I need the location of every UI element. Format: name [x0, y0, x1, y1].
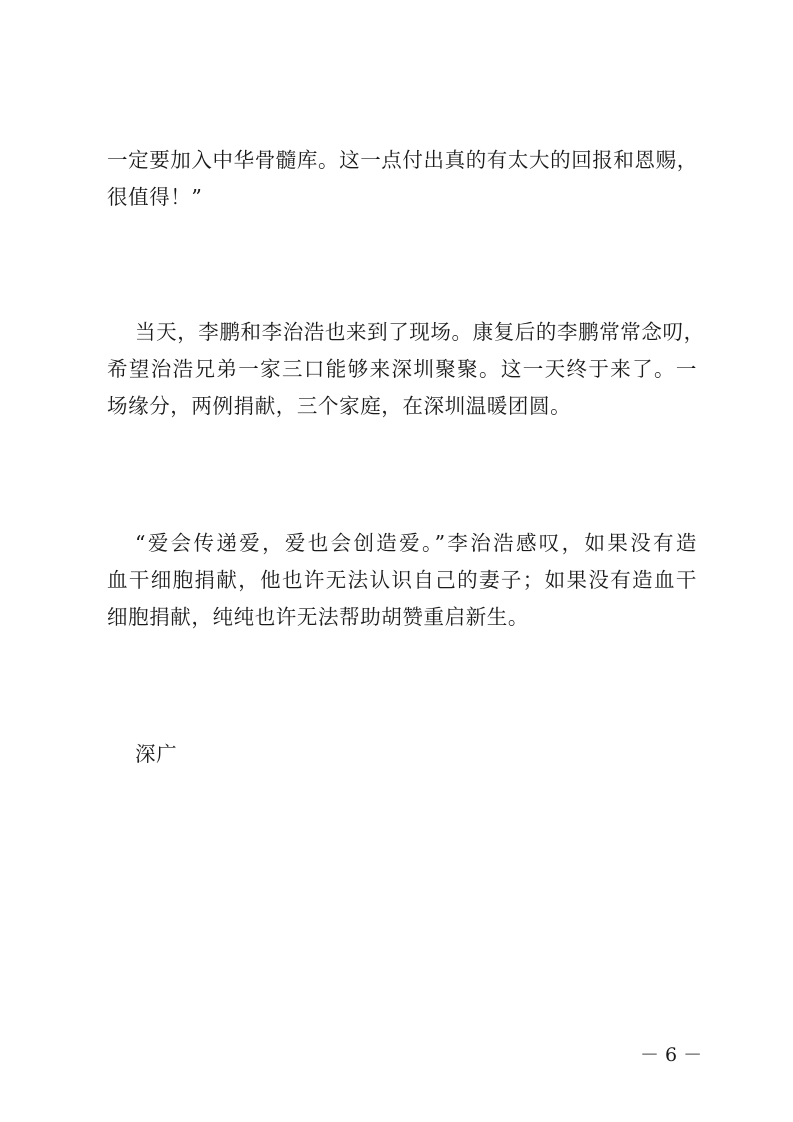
paragraph-2-line-3: 场缘分，两例捐献，三个家庭，在深圳温暖团圆。 — [107, 394, 572, 418]
paragraph-3-line-2: 血干细胞捐献，他也许无法认识自己的妻子；如果没有造血干 — [107, 568, 697, 592]
paragraph-3-line-3: 细胞捐献，纯纯也许无法帮助胡赞重启新生。 — [107, 605, 529, 629]
page-number: － 6 － — [640, 1044, 703, 1066]
paragraph-2-line-2: 希望治浩兄弟一家三口能够来深圳聚聚。这一天终于来了。一 — [107, 357, 697, 381]
paragraph-1-line-2: 很值得！” — [107, 185, 203, 209]
paragraph-3-line-1: “爱会传递爱，爱也会创造爱。”李治浩感叹，如果没有造 — [135, 531, 697, 555]
paragraph-2-line-1: 当天，李鹏和李治浩也来到了现场。康复后的李鹏常常念叨， — [135, 320, 705, 344]
paragraph-1-line-1: 一定要加入中华骨髓库。这一点付出真的有太大的回报和恩赐， — [107, 148, 698, 172]
source-attribution: 深广 — [135, 742, 178, 766]
